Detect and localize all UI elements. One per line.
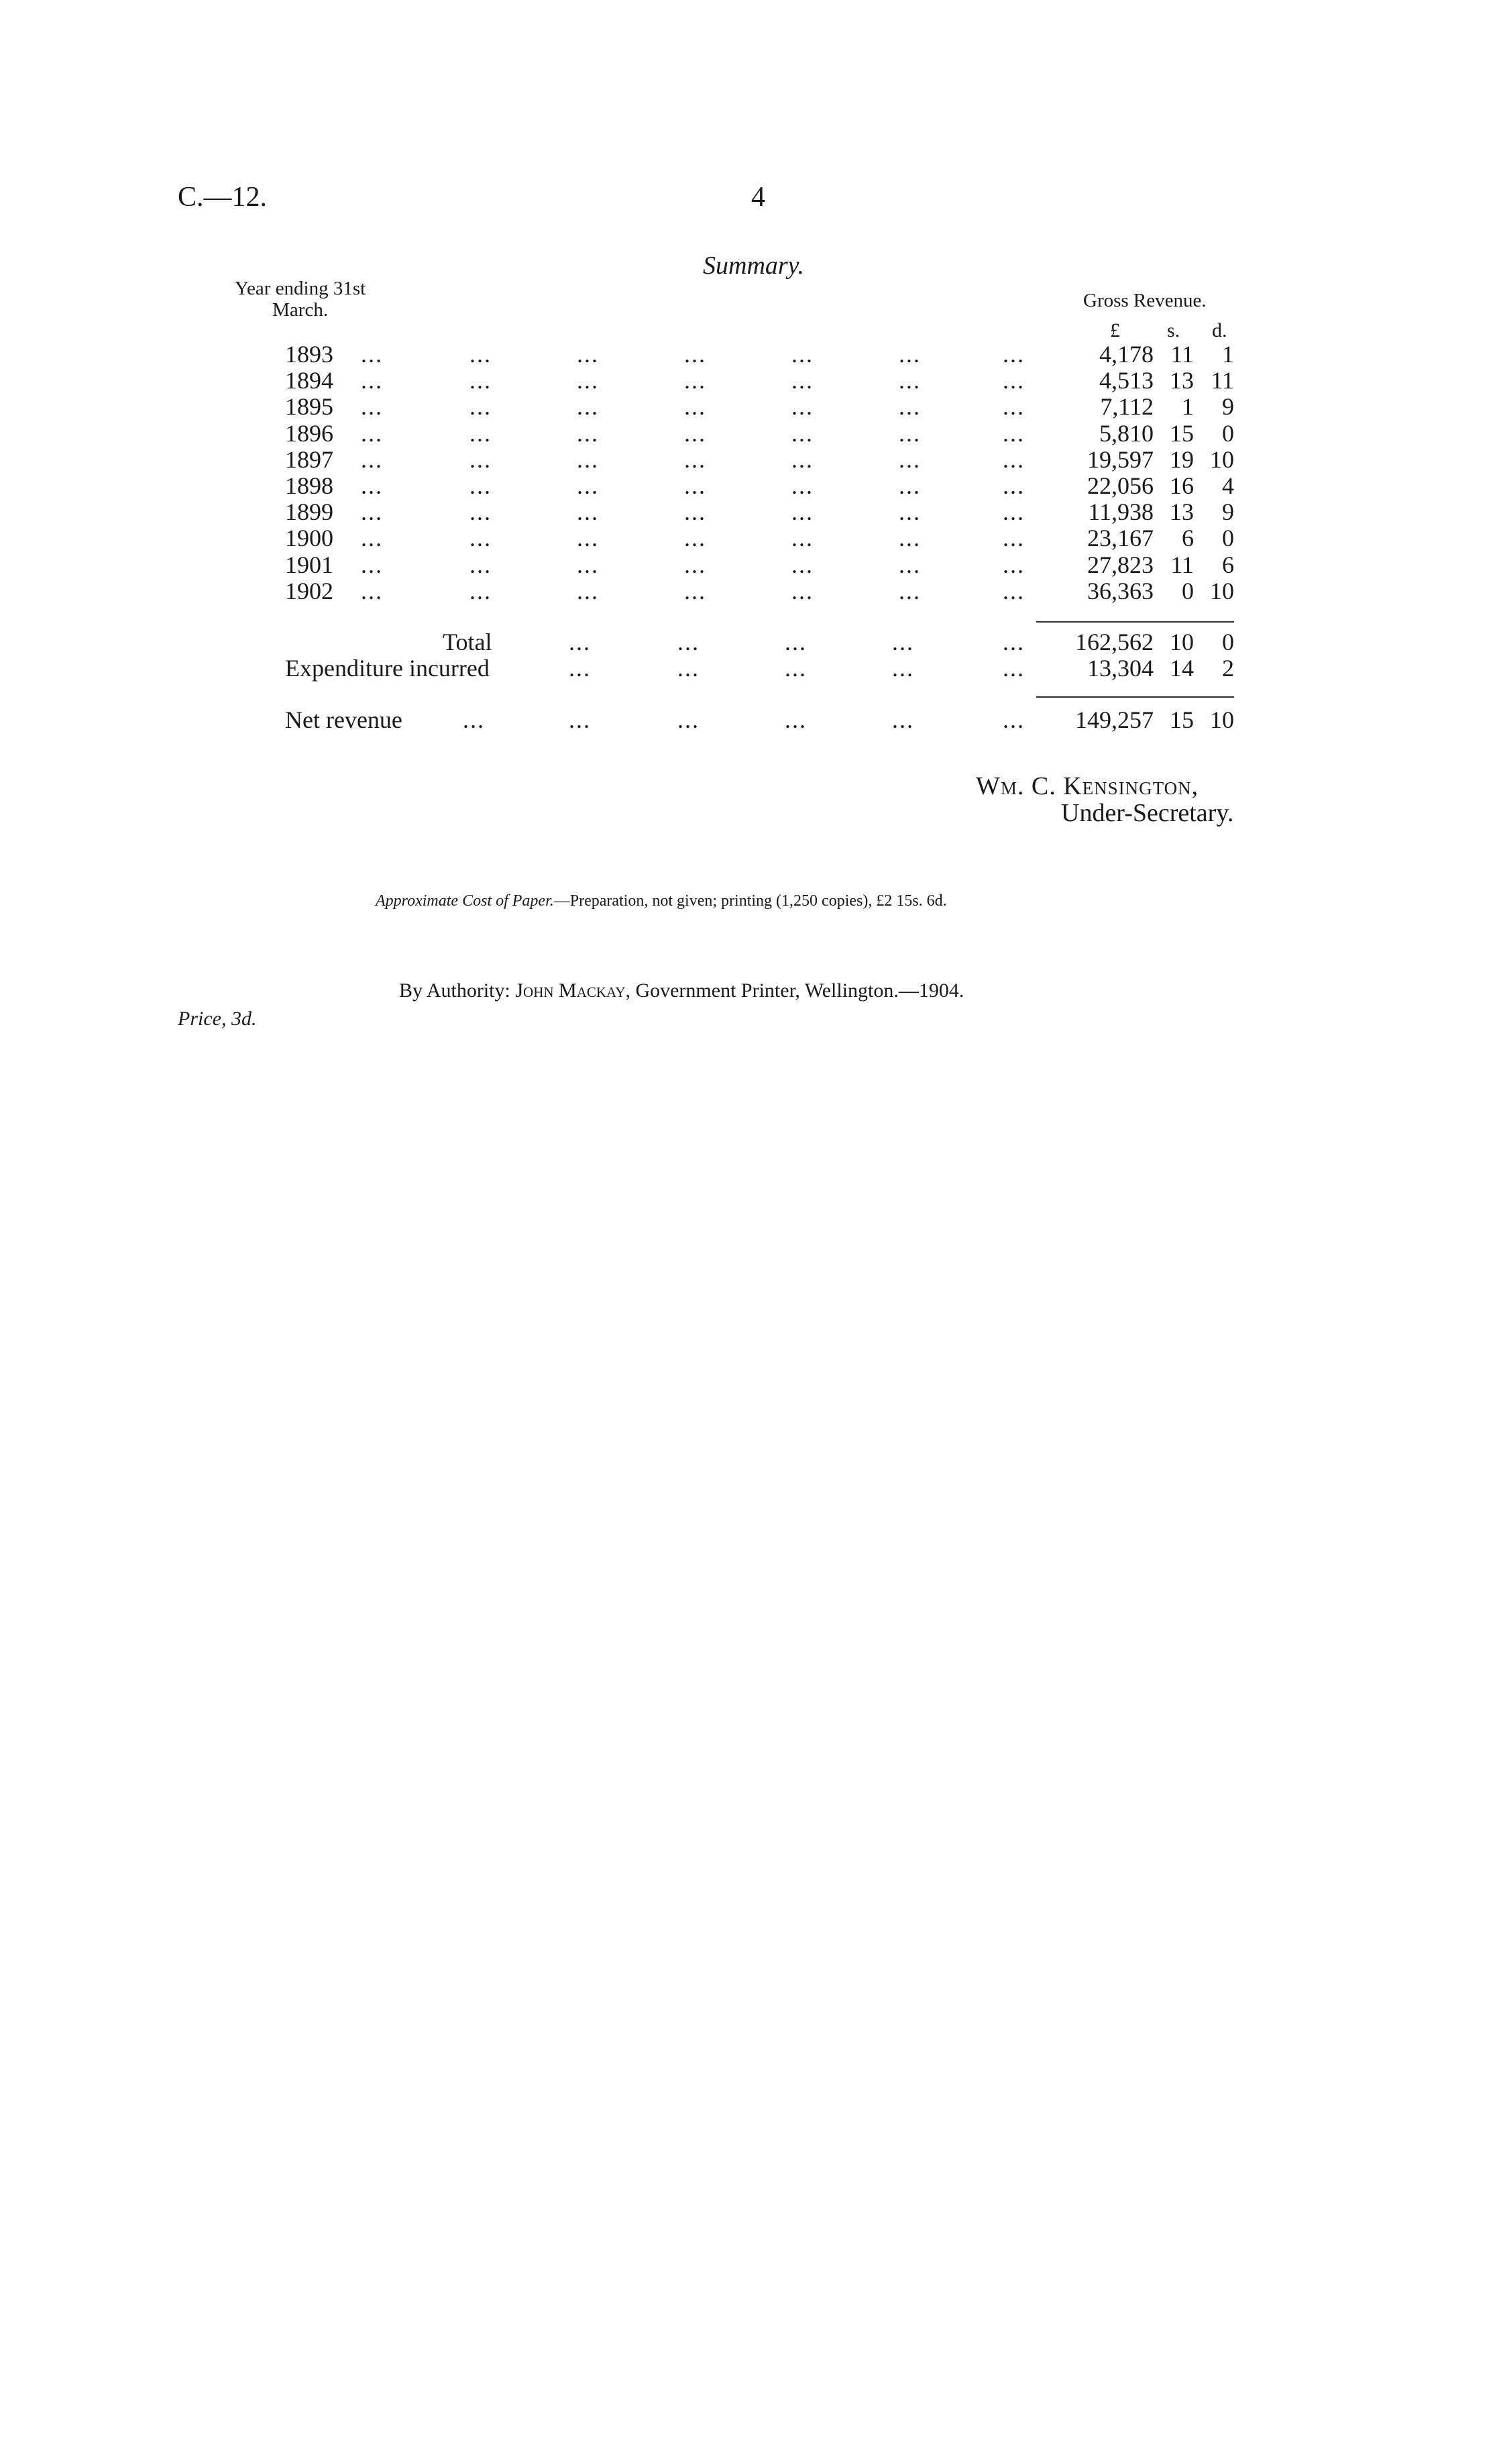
leader-dots: ...: [577, 551, 599, 578]
leader-dots: ...: [684, 551, 706, 578]
leader-dots: ...: [569, 655, 591, 682]
leader-dots: ...: [684, 498, 706, 525]
leader-dots: ...: [899, 420, 921, 447]
leader-dots: ...: [361, 393, 383, 420]
leader-dots: ...: [577, 367, 599, 394]
leader-dots: ...: [361, 341, 383, 368]
shillings-cell: 16: [1170, 472, 1194, 499]
shillings-cell: 0: [1182, 578, 1194, 604]
table-row: [0, 393, 1497, 420]
table-row: [0, 551, 1497, 578]
leader-dots: ...: [677, 706, 700, 733]
row-label: 1895: [285, 393, 333, 420]
printer-name: John Mackay: [515, 979, 626, 1002]
leader-dots: ...: [361, 551, 383, 578]
row-label: 1901: [285, 551, 333, 578]
page-number: 4: [751, 182, 765, 213]
pence-cell: 9: [1222, 498, 1234, 525]
leader-dots: ...: [892, 629, 914, 655]
leader-dots: ...: [684, 393, 706, 420]
leader-dots: ...: [577, 578, 599, 604]
signatory-name: Wm. C. Kensington,: [976, 772, 1199, 800]
authority-prefix: By Authority:: [399, 979, 516, 1002]
leader-dots: ...: [577, 341, 599, 368]
row-label: 1896: [285, 420, 333, 447]
row-label: Net revenue: [285, 706, 402, 733]
year-header-line1: Year ending 31st: [235, 278, 366, 299]
leader-dots: ...: [684, 446, 706, 473]
row-label: 1899: [285, 498, 333, 525]
leader-dots: ...: [899, 393, 921, 420]
subtotal-rule: [1036, 621, 1234, 623]
row-label: Total: [443, 629, 492, 655]
row-label: 1900: [285, 525, 333, 551]
pounds-cell: 5,810: [1099, 420, 1154, 447]
pounds-cell: 11,938: [1088, 498, 1154, 525]
leader-dots: ...: [791, 341, 814, 368]
table-row: [0, 420, 1497, 447]
leader-dots: ...: [577, 393, 599, 420]
leader-dots: ...: [684, 578, 706, 604]
leader-dots: ...: [361, 472, 383, 499]
price: Price, 3d.: [178, 1008, 257, 1030]
leader-dots: ...: [1003, 525, 1025, 551]
pounds-cell: 149,257: [1075, 706, 1154, 733]
pence-cell: 1: [1222, 341, 1234, 368]
shillings-cell: 13: [1170, 498, 1194, 525]
leader-dots: ...: [1003, 420, 1025, 447]
pence-cell: 9: [1222, 393, 1234, 420]
document-reference: C.—12.: [178, 182, 268, 213]
leader-dots: ...: [899, 578, 921, 604]
table-row: [0, 525, 1497, 551]
pounds-cell: 7,112: [1100, 393, 1154, 420]
net-rule: [1036, 696, 1234, 698]
leader-dots: ...: [791, 367, 814, 394]
printer-line: [399, 979, 964, 1002]
leader-dots: ...: [791, 551, 814, 578]
leader-dots: ...: [1003, 551, 1025, 578]
table-row: [0, 446, 1497, 473]
leader-dots: ...: [463, 706, 485, 733]
leader-dots: ...: [791, 472, 814, 499]
leader-dots: ...: [361, 446, 383, 473]
pence-cell: 10: [1210, 446, 1234, 473]
shillings-cell: 15: [1170, 706, 1194, 733]
leader-dots: ...: [677, 655, 700, 682]
leader-dots: ...: [791, 578, 814, 604]
leader-dots: ...: [469, 578, 492, 604]
leader-dots: ...: [469, 420, 492, 447]
leader-dots: ...: [677, 629, 700, 655]
shillings-cell: 15: [1170, 420, 1194, 447]
leader-dots: ...: [899, 367, 921, 394]
leader-dots: ...: [469, 525, 492, 551]
shillings-cell: 1: [1182, 393, 1194, 420]
total-row: [0, 629, 1497, 655]
leader-dots: ...: [1003, 706, 1025, 733]
leader-dots: ...: [791, 498, 814, 525]
shillings-cell: 11: [1170, 551, 1194, 578]
leader-dots: ...: [361, 578, 383, 604]
leader-dots: ...: [791, 393, 814, 420]
leader-dots: ...: [469, 393, 492, 420]
net-revenue-row: [0, 706, 1497, 733]
pence-cell: 4: [1222, 472, 1234, 499]
leader-dots: ...: [1003, 498, 1025, 525]
leader-dots: ...: [1003, 446, 1025, 473]
row-label: 1898: [285, 472, 333, 499]
unit-pence: d.: [1212, 319, 1227, 341]
row-label: 1894: [285, 367, 333, 394]
leader-dots: ...: [899, 341, 921, 368]
leader-dots: ...: [791, 446, 814, 473]
leader-dots: ...: [1003, 655, 1025, 682]
table-row: [0, 578, 1497, 604]
row-label: Expenditure incurred: [285, 655, 490, 682]
leader-dots: ...: [577, 498, 599, 525]
leader-dots: ...: [899, 551, 921, 578]
leader-dots: ...: [1003, 629, 1025, 655]
leader-dots: ...: [785, 706, 807, 733]
gross-revenue-header: Gross Revenue.: [1083, 290, 1207, 311]
shillings-cell: 10: [1170, 629, 1194, 655]
leader-dots: ...: [577, 472, 599, 499]
pence-cell: 10: [1210, 706, 1234, 733]
cost-note: [376, 892, 947, 910]
leader-dots: ...: [791, 525, 814, 551]
leader-dots: ...: [469, 341, 492, 368]
pence-cell: 0: [1222, 629, 1234, 655]
leader-dots: ...: [361, 498, 383, 525]
leader-dots: ...: [684, 472, 706, 499]
pounds-cell: 23,167: [1087, 525, 1154, 551]
pounds-cell: 19,597: [1087, 446, 1154, 473]
table-row: [0, 498, 1497, 525]
row-label: 1902: [285, 578, 333, 604]
unit-pounds: £: [1110, 319, 1120, 341]
leader-dots: ...: [785, 655, 807, 682]
leader-dots: ...: [469, 446, 492, 473]
pence-cell: 2: [1222, 655, 1234, 682]
cost-text: —Preparation, not given; printing (1,250 copies), £2 15s. 6d.: [553, 892, 947, 910]
year-header-line2: March.: [272, 299, 329, 321]
shillings-cell: 11: [1170, 341, 1194, 368]
leader-dots: ...: [899, 446, 921, 473]
leader-dots: ...: [785, 629, 807, 655]
shillings-cell: 14: [1170, 655, 1194, 682]
pounds-cell: 13,304: [1087, 655, 1154, 682]
pounds-cell: 22,056: [1087, 472, 1154, 499]
leader-dots: ...: [791, 420, 814, 447]
unit-shillings: s.: [1167, 319, 1180, 341]
year-column-header: [235, 278, 366, 321]
leader-dots: ...: [361, 367, 383, 394]
pence-cell: 11: [1211, 367, 1234, 394]
row-label: 1897: [285, 446, 333, 473]
leader-dots: ...: [469, 551, 492, 578]
leader-dots: ...: [361, 525, 383, 551]
pounds-cell: 4,513: [1099, 367, 1154, 394]
leader-dots: ...: [577, 420, 599, 447]
table-row: [0, 472, 1497, 499]
pounds-cell: 162,562: [1075, 629, 1154, 655]
leader-dots: ...: [1003, 367, 1025, 394]
leader-dots: ...: [684, 525, 706, 551]
leader-dots: ...: [1003, 578, 1025, 604]
leader-dots: ...: [577, 525, 599, 551]
leader-dots: ...: [899, 525, 921, 551]
leader-dots: ...: [469, 498, 492, 525]
leader-dots: ...: [1003, 472, 1025, 499]
row-label: 1893: [285, 341, 333, 368]
table-row: [0, 367, 1497, 394]
leader-dots: ...: [469, 472, 492, 499]
leader-dots: ...: [569, 629, 591, 655]
leader-dots: ...: [684, 367, 706, 394]
leader-dots: ...: [892, 655, 914, 682]
expenditure-row: [0, 655, 1497, 682]
leader-dots: ...: [469, 367, 492, 394]
pounds-cell: 27,823: [1087, 551, 1154, 578]
summary-title: Summary.: [703, 252, 804, 280]
leader-dots: ...: [577, 446, 599, 473]
leader-dots: ...: [1003, 393, 1025, 420]
pence-cell: 6: [1222, 551, 1234, 578]
pence-cell: 0: [1222, 420, 1234, 447]
shillings-cell: 13: [1170, 367, 1194, 394]
leader-dots: ...: [1003, 341, 1025, 368]
leader-dots: ...: [684, 420, 706, 447]
leader-dots: ...: [892, 706, 914, 733]
leader-dots: ...: [569, 706, 591, 733]
leader-dots: ...: [899, 498, 921, 525]
pence-cell: 0: [1222, 525, 1234, 551]
leader-dots: ...: [684, 341, 706, 368]
pence-cell: 10: [1210, 578, 1234, 604]
signatory-title: Under-Secretary.: [1061, 799, 1234, 827]
printer-suffix: , Government Printer, Wellington.—1904.: [625, 979, 964, 1002]
leader-dots: ...: [361, 420, 383, 447]
shillings-cell: 6: [1182, 525, 1194, 551]
table-row: [0, 341, 1497, 368]
pounds-cell: 4,178: [1099, 341, 1154, 368]
shillings-cell: 19: [1170, 446, 1194, 473]
cost-label: Approximate Cost of Paper.: [376, 892, 554, 910]
leader-dots: ...: [899, 472, 921, 499]
pounds-cell: 36,363: [1087, 578, 1154, 604]
